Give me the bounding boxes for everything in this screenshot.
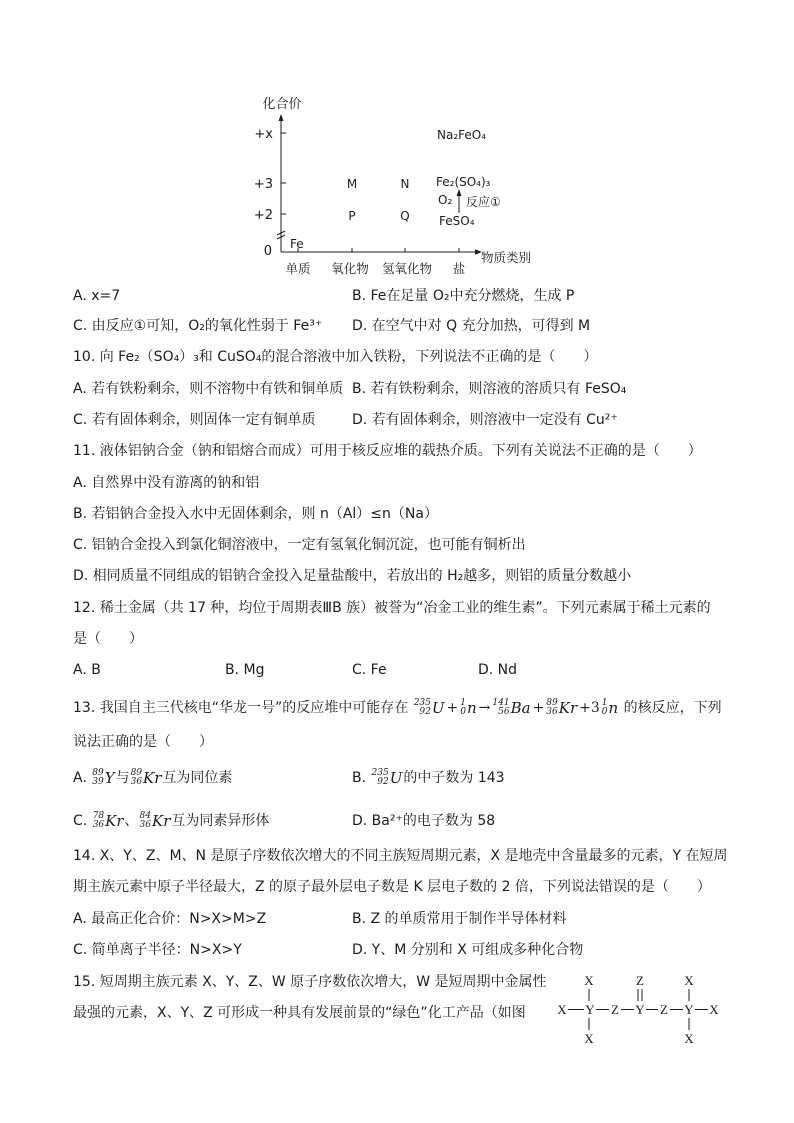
mass-number: 89 bbox=[130, 768, 143, 778]
nuclide-ba141 bbox=[492, 698, 530, 718]
nuclide-numbers bbox=[460, 699, 466, 717]
atomic-number: 92 bbox=[419, 707, 431, 717]
element-symbol: U bbox=[389, 769, 403, 787]
mass-number: 141 bbox=[492, 698, 510, 708]
label-q: Q bbox=[400, 209, 410, 223]
label-m: M bbox=[346, 177, 358, 191]
option-label: B. bbox=[352, 770, 371, 786]
element-symbol: Kr bbox=[558, 699, 578, 717]
q13-option-b bbox=[352, 768, 505, 788]
atom-label: X bbox=[584, 973, 594, 988]
mass-number: 1 bbox=[460, 698, 466, 708]
nuclide-numbers bbox=[140, 812, 151, 830]
element-symbol: Kr bbox=[143, 769, 162, 787]
q12-stem-line2: 是（ ） bbox=[73, 631, 143, 647]
element-symbol: Ba bbox=[510, 699, 531, 717]
nuclide-u235 bbox=[414, 698, 445, 718]
structural-formula bbox=[550, 970, 730, 1050]
equation-operator: + bbox=[532, 700, 545, 716]
q9-option-b: B. Fe在足量 O₂中充分燃烧，生成 P bbox=[352, 288, 575, 304]
element-symbol: Kr bbox=[105, 812, 124, 830]
atom-label: Y bbox=[635, 1002, 645, 1017]
q14-option-c: C. 简单离子半径：N>X>Y bbox=[73, 942, 242, 958]
label-n: N bbox=[400, 177, 410, 191]
q10-option-b: B. 若有铁粉剩余，则溶液的溶质只有 FeSO₄ bbox=[352, 381, 627, 397]
q11-option-b: B. 若铝钠合金投入水中无固体剩余，则 n（Al）≤n（Na） bbox=[73, 506, 438, 522]
q10-option-a: A. 若有铁粉剩余，则不溶物中有铁和铜单质 bbox=[73, 381, 344, 397]
nuclide-numbers bbox=[414, 699, 431, 717]
q13-stem-after: 的核反应，下列 bbox=[623, 700, 722, 716]
q12-option-d: D. Nd bbox=[478, 662, 518, 678]
atomic-number: 56 bbox=[498, 707, 510, 717]
mass-number: 84 bbox=[139, 811, 151, 821]
y-axis-title: 化合价 bbox=[262, 97, 302, 112]
nuclide-neutron bbox=[602, 698, 618, 718]
nuclide-numbers bbox=[131, 769, 142, 787]
x-category-label: 单质 bbox=[285, 261, 311, 276]
element-symbol: Kr bbox=[151, 812, 171, 830]
atom-label: X bbox=[684, 973, 694, 988]
nuclide-kr84 bbox=[140, 811, 171, 831]
label-o2: O₂ bbox=[438, 193, 453, 207]
q14-stem-line2: 期主族元素中原子半径最大，Z 的原子最外层电子数是 K 层电子数的 2 倍，下列说法错误的是（ ） bbox=[73, 879, 711, 895]
option-label: C. bbox=[73, 813, 92, 829]
q9-option-d: D. 在空气中对 Q 充分加热，可得到 M bbox=[352, 318, 591, 334]
nuclide-u235 bbox=[372, 768, 403, 788]
atomic-number: 36 bbox=[130, 777, 143, 787]
q13-option-d: D. Ba²⁺的电子数为 58 bbox=[352, 813, 496, 829]
iron-valence-class-diagram bbox=[240, 88, 550, 280]
q13-stem-before: 13. 我国自主三代核电“华龙一号”的反应堆中可能存在 bbox=[73, 700, 409, 716]
label-fe2so43: Fe₂(SO₄)₃ bbox=[436, 175, 491, 189]
atom-label: X bbox=[584, 1031, 594, 1046]
nuclide-kr89 bbox=[546, 698, 577, 718]
nuclide-neutron bbox=[460, 698, 476, 718]
reaction-arrow-head bbox=[457, 189, 462, 196]
atom-label: Y bbox=[585, 1002, 595, 1017]
q11-option-d: D. 相同质量不同组成的铝钠合金投入足量盐酸中，若放出的 H₂越多，则铝的质量分数越小 bbox=[73, 568, 632, 584]
y-tick-label: +2 bbox=[253, 208, 273, 223]
atomic-number: 0 bbox=[601, 707, 608, 717]
q9-option-c: C. 由反应①可知，O₂的氧化性弱于 Fe³⁺ bbox=[73, 318, 323, 334]
mass-number: 1 bbox=[601, 698, 608, 708]
x-category-label: 氢氧化物 bbox=[381, 261, 433, 276]
atom-label: Y bbox=[684, 1002, 694, 1017]
label-feso4: FeSO₄ bbox=[439, 214, 475, 228]
nuclide-kr78 bbox=[93, 811, 124, 831]
label-reaction-1: 反应① bbox=[466, 195, 501, 209]
equation-operator: +3 bbox=[579, 700, 600, 716]
mass-number: 89 bbox=[546, 698, 558, 708]
q10-option-c: C. 若有固体剩余，则固体一定有铜单质 bbox=[73, 412, 316, 428]
y-tick-label: 0 bbox=[263, 244, 272, 259]
label-fe: Fe bbox=[290, 237, 304, 251]
nuclide-numbers bbox=[92, 769, 103, 787]
atomic-number: 36 bbox=[546, 707, 558, 717]
option-text: 与 bbox=[115, 770, 130, 786]
q14-option-b: B. Z 的单质常用于制作半导体材料 bbox=[352, 911, 567, 927]
nuclide-kr89 bbox=[131, 768, 162, 788]
atomic-number: 36 bbox=[92, 820, 105, 830]
q13-stem-line1 bbox=[73, 698, 722, 718]
q12-option-a: A. B bbox=[73, 662, 101, 678]
q12-stem-line1: 12. 稀土金属（共 17 种，均位于周期表ⅢB 族）被誉为“冶金工业的维生素”。下列元素属于稀土元素的 bbox=[73, 600, 711, 616]
q13-stem-line2: 说法正确的是（ ） bbox=[73, 734, 213, 750]
equation-operator: + bbox=[446, 700, 459, 716]
q14-option-d: D. Y、M 分别和 X 可组成多种化合物 bbox=[352, 942, 584, 958]
atom-label: X bbox=[557, 1002, 567, 1017]
q9-option-a: A. x=7 bbox=[73, 288, 121, 304]
atom-label: X bbox=[709, 1002, 719, 1017]
q12-option-c: C. Fe bbox=[352, 662, 387, 678]
q10-stem: 10. 向 Fe₂（SO₄）₃和 CuSO₄的混合溶液中加入铁粉，下列说法不正确的是（ ） bbox=[73, 349, 598, 365]
x-category-label: 盐 bbox=[452, 261, 466, 276]
atomic-number: 92 bbox=[377, 777, 389, 787]
q15-stem-line1: 15. 短周期主族元素 X、Y、Z、W 原子序数依次增大，W 是短周期中金属性 bbox=[73, 974, 547, 990]
atom-label: Z bbox=[660, 1002, 668, 1017]
x-category-label: 氧化物 bbox=[331, 261, 369, 276]
x-axis-title: 物质类别 bbox=[481, 250, 532, 265]
nuclide-numbers bbox=[93, 812, 104, 830]
y-axis-arrow bbox=[279, 114, 284, 121]
q14-stem-line1: 14. X、Y、Z、M、N 是原子序数依次增大的不同主族短周期元素，X 是地壳中含量最多的元素，Y 在短周 bbox=[73, 848, 728, 864]
atom-label: Z bbox=[636, 973, 644, 988]
mass-number: 78 bbox=[92, 811, 105, 821]
nuclide-numbers bbox=[372, 769, 389, 787]
option-text: 、 bbox=[124, 813, 139, 829]
q11-option-c: C. 铝钠合金投入到氯化铜溶液中，一定有氢氧化铜沉淀，也可能有铜析出 bbox=[73, 537, 526, 553]
q13-option-a bbox=[73, 768, 232, 788]
label-p: P bbox=[348, 209, 356, 223]
mass-number: 89 bbox=[92, 768, 104, 778]
q11-option-a: A. 自然界中没有游离的钠和铝 bbox=[73, 475, 260, 491]
option-label: A. bbox=[73, 770, 92, 786]
atomic-number: 0 bbox=[460, 707, 466, 717]
option-text: 的中子数为 143 bbox=[403, 770, 505, 786]
nuclide-y89 bbox=[92, 768, 114, 788]
element-symbol: U bbox=[431, 699, 445, 717]
atomic-number: 39 bbox=[92, 777, 104, 787]
mass-number: 235 bbox=[371, 768, 389, 778]
nuclide-numbers bbox=[546, 699, 557, 717]
equation-arrow: → bbox=[478, 700, 491, 716]
atom-label: X bbox=[684, 1031, 694, 1046]
q15-stem-line2: 最强的元素，X、Y、Z 可形成一种具有发展前景的“绿色”化工产品（如图 bbox=[73, 1005, 526, 1021]
q12-option-b: B. Mg bbox=[225, 662, 265, 678]
q13-option-c bbox=[73, 811, 269, 831]
element-symbol: n bbox=[608, 699, 619, 717]
atom-label: Z bbox=[611, 1002, 619, 1017]
mass-number: 235 bbox=[413, 698, 431, 708]
q11-stem: 11. 液体铝钠合金（钠和铝熔合而成）可用于核反应堆的载热介质。下列有关说法不正确的是（ ） bbox=[73, 443, 702, 459]
y-tick-label: +x bbox=[254, 127, 273, 142]
atomic-number: 36 bbox=[139, 820, 151, 830]
option-text: 互为同素异形体 bbox=[171, 813, 270, 829]
nuclide-numbers bbox=[602, 699, 608, 717]
option-text: 互为同位素 bbox=[162, 770, 233, 786]
element-symbol: n bbox=[467, 699, 477, 717]
nuclide-numbers bbox=[492, 699, 509, 717]
label-na2feo4: Na₂FeO₄ bbox=[437, 128, 487, 142]
q10-option-d: D. 若有固体剩余，则溶液中一定没有 Cu²⁺ bbox=[352, 412, 618, 428]
q14-option-a: A. 最高正化合价：N>X>M>Z bbox=[73, 911, 267, 927]
y-tick-label: +3 bbox=[253, 177, 273, 192]
element-symbol: Y bbox=[104, 769, 115, 787]
